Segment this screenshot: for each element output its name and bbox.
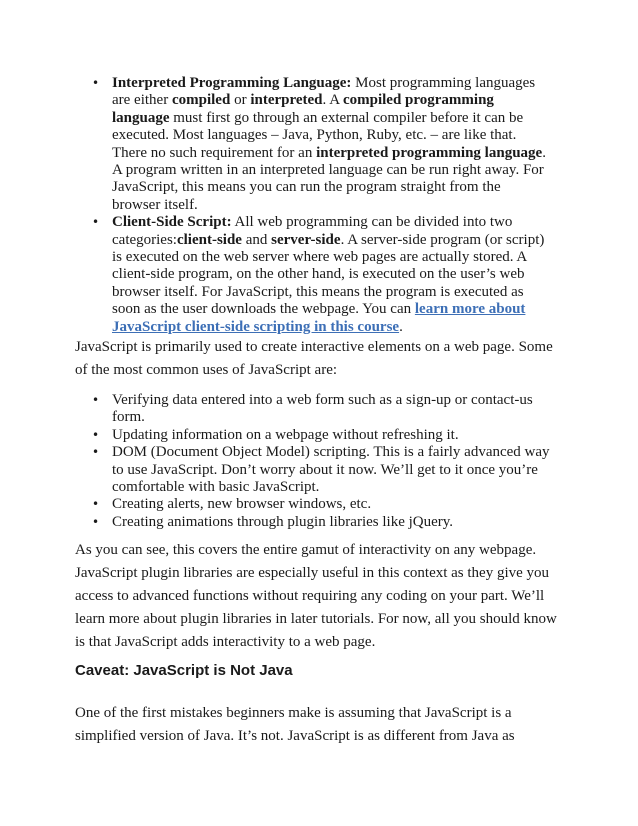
bold-compiled-language: compiled programming language [112,92,494,126]
text-run: . A server-side program (or script) is executed on the web server where web pages are actually stored. A client-side program, on the other hand, is executed on the user’s web browser itself. For JavaScript, this means the program is executed as soon as the user downloads the webpage. You can [112,231,545,318]
list-item: • Verifying data entered into a web form such as a sign-up or contact-us form. [112,392,562,427]
bold-interpreted: interpreted [250,92,323,109]
list-item: • DOM (Document Object Model) scripting. This is a fairly advanced way to use JavaScript. Don’t worry about it now. We’ll get to it once you’re comfortable with basic JavaScript. [112,444,562,496]
text-run: All web programming can be divided into two categories: [112,214,513,248]
definition-list [112,75,552,336]
bold-client-side: client-side [176,231,242,248]
client-side-course-link[interactable]: learn more about JavaScript client-side scripting in this course [112,301,526,335]
bullet-client-side-script [112,214,552,336]
text-run: Most programming languages are either [112,75,536,109]
text-run: or [230,92,251,109]
text-run: and [241,231,272,248]
text-run: must first go through an external compiler before it can be executed. Most languages – Java, Python, Ruby, etc. – are like that. There no such requirement for an [112,109,524,161]
text-run: . A program written in an interpreted language can be run right away. For JavaScript, this means you can run the program straight from the browser itself. [112,144,546,213]
list-item: • Creating animations through plugin libraries like jQuery. [112,514,562,531]
list-item: • Creating alerts, new browser windows, etc. [112,496,562,513]
list-item: • Updating information on a webpage without refreshing it. [112,427,562,444]
caveat-paragraph: One of the first mistakes beginners make is assuming that JavaScript is a simplified version of Java. It’s not. JavaScript is as different from Java as [75,705,515,744]
bold-interpreted-language: interpreted programming language [316,144,543,161]
text-run: . [399,318,403,335]
bold-compiled: compiled [171,92,231,109]
intro-paragraph: JavaScript is primarily used to create interactive elements on a web page. Some of the most common uses of JavaScript are: [75,339,553,378]
bold-server-side: server-side [271,231,341,248]
term-interpreted-language: Interpreted Programming Language: [112,75,352,91]
term-client-side-script: Client-Side Script: [112,214,232,231]
uses-list [112,392,562,531]
caveat-heading: Caveat: JavaScript is Not Java [75,662,293,679]
text-run: . A [322,92,343,109]
bullet-interpreted-language [112,75,552,214]
gamut-paragraph: As you can see, this covers the entire gamut of interactivity on any webpage. JavaScript plugin libraries are especially useful in this context as they give you access to advanced functions without requiring any coding on your part. We’ll learn more about plugin libraries in later tutorials. For now, all you should know is that JavaScript adds interactivity to a web page. [75,542,557,650]
